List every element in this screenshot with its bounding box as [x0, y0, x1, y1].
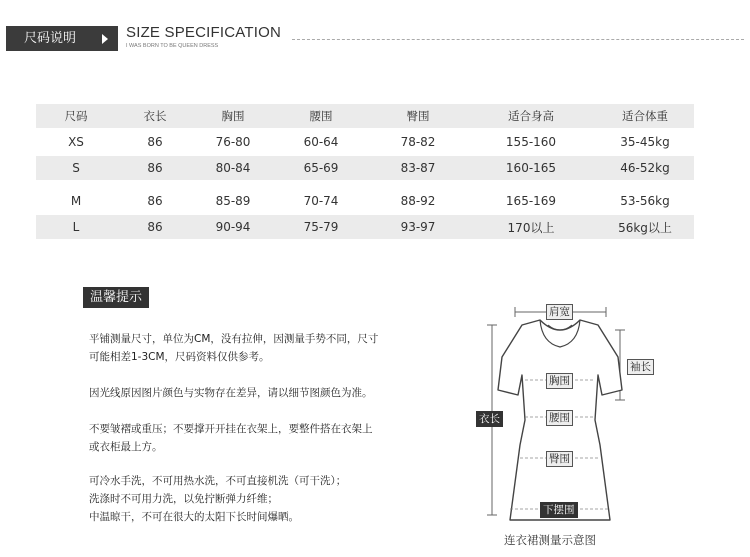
table-cell: 86: [147, 194, 163, 208]
table-cell: 85-89: [215, 194, 251, 208]
label-waist: 腰围: [546, 410, 573, 426]
table-cell: 70-74: [303, 194, 339, 208]
table-cell: 155-160: [505, 135, 557, 149]
table-cell: 80-84: [215, 161, 251, 175]
table-cell: 46-52kg: [620, 161, 670, 175]
table-cell: 75-79: [303, 220, 339, 234]
table-cell: 86: [147, 135, 163, 149]
tip-line: 平铺测量尺寸，单位为CM，没有拉伸，因测量手势不同，尺寸: [89, 333, 379, 345]
tip-line: 或衣柜最上方。: [89, 441, 163, 453]
column-header: 衣长: [143, 109, 167, 123]
label-dress-length: 衣长: [476, 411, 503, 427]
tip-line: 可冷水手洗，不可用热水洗，不可直接机洗（可干洗）；: [89, 475, 347, 487]
table-cell: S: [72, 161, 80, 175]
table-row: [36, 130, 694, 154]
table-cell: 86: [147, 161, 163, 175]
table-row: [36, 215, 694, 239]
table-cell: 76-80: [215, 135, 251, 149]
table-cell: 56kg以上: [618, 220, 672, 235]
table-cell: 170以上: [507, 220, 555, 235]
tip-line: 不要皱褶或重压；不要撑开开挂在衣架上，要整件搭在衣架上: [89, 423, 373, 435]
table-cell: 88-92: [400, 194, 436, 208]
column-header: 尺码: [64, 109, 88, 123]
dress-measurement-diagram: [470, 295, 660, 535]
section-tag-label: 尺码说明: [24, 31, 77, 46]
table-header-row: [36, 104, 694, 128]
page-title: SIZE SPECIFICATION: [126, 24, 282, 41]
tip-line: 洗涤时不可用力洗，以免拧断弹力纤维；: [89, 493, 278, 505]
column-header: 胸围: [221, 109, 245, 123]
table-cell: 93-97: [400, 220, 436, 234]
label-hip: 臀围: [546, 451, 573, 467]
table-cell: 83-87: [400, 161, 436, 175]
table-cell: 165-169: [505, 194, 557, 208]
column-header: 腰围: [309, 109, 333, 123]
table-cell: 78-82: [400, 135, 436, 149]
tip-line: 可能相差1-3CM，尺码资料仅供参考。: [89, 351, 270, 363]
table-cell: XS: [68, 135, 84, 149]
column-header: 臀围: [406, 109, 430, 123]
section-tag-size-info: [6, 26, 118, 51]
size-table: [36, 104, 694, 239]
column-header: 适合身高: [508, 109, 554, 123]
table-cell: 35-45kg: [620, 135, 670, 149]
table-cell: 90-94: [215, 220, 251, 234]
label-chest: 胸围: [546, 373, 573, 389]
header-divider: [292, 39, 744, 40]
label-shoulder-width: 肩宽: [546, 304, 573, 320]
tip-line: 因光线原因图片颜色与实物存在差异，请以细节图颜色为准。: [89, 387, 373, 399]
label-sleeve-length: 袖长: [627, 359, 654, 375]
table-row: [36, 189, 694, 213]
table-cell: 86: [147, 220, 163, 234]
table-cell: 65-69: [303, 161, 339, 175]
column-header: 适合体重: [622, 109, 668, 123]
table-cell: M: [70, 194, 82, 208]
table-cell: 53-56kg: [620, 194, 670, 208]
table-cell: L: [72, 220, 80, 234]
table-row: [36, 156, 694, 180]
tip-line: 中温晾干，不可在很大的太阳下长时间爆晒。: [89, 511, 299, 523]
page-subtitle: I WAS BORN TO BE QUEEN DRESS: [126, 43, 219, 49]
table-cell: 60-64: [303, 135, 339, 149]
tips-title: 温馨提示: [83, 287, 149, 308]
diagram-caption: 连衣裙测量示意图: [504, 533, 596, 547]
play-arrow-icon: [102, 34, 108, 44]
label-hem: 下摆围: [540, 502, 578, 518]
table-cell: 160-165: [505, 161, 557, 175]
